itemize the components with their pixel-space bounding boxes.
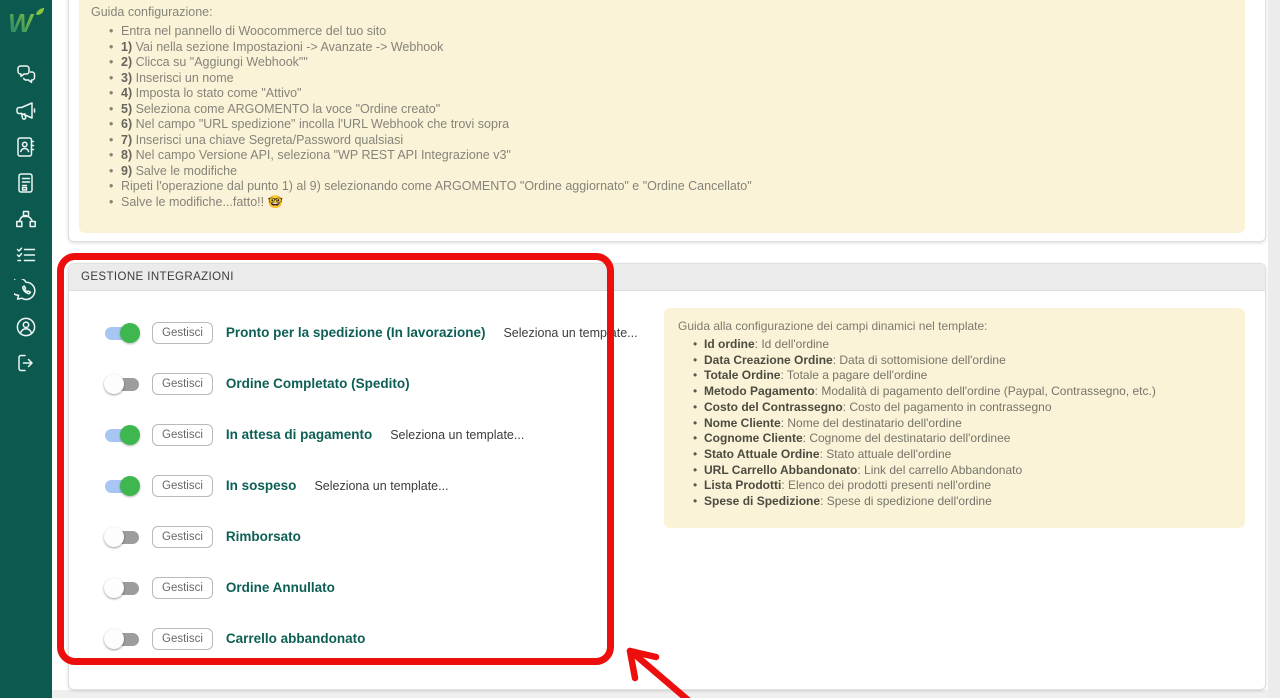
field-colon: : — [802, 431, 810, 446]
field-description: Spese di spedizione dell'ordine — [826, 494, 992, 509]
manage-button[interactable]: Gestisci — [152, 577, 213, 599]
template-field — [704, 337, 1231, 353]
integration-toggle[interactable] — [104, 629, 140, 649]
integration-toggle[interactable] — [104, 323, 140, 343]
toggle-thumb — [104, 629, 124, 649]
integration-row — [104, 562, 659, 613]
integration-toggle[interactable] — [104, 476, 140, 496]
contact-book-icon — [14, 135, 38, 159]
field-name: Cognome Cliente — [704, 431, 803, 446]
field-colon: : — [781, 478, 789, 493]
toggle-thumb — [104, 527, 124, 547]
guide-step-number: 5) — [121, 101, 136, 116]
manage-button[interactable]: Gestisci — [152, 526, 213, 548]
webhook-guide-card — [68, 0, 1266, 242]
guide-step — [121, 71, 1229, 87]
integration-rows — [104, 307, 659, 664]
sidebar-item-whatsapp[interactable] — [0, 273, 52, 309]
toggle-thumb — [120, 476, 140, 496]
template-field — [704, 431, 1231, 447]
document-icon — [14, 171, 38, 195]
field-colon: : — [814, 384, 822, 399]
integration-label: In attesa di pagamento — [225, 427, 373, 442]
template-select[interactable]: Seleziona un template... — [503, 325, 638, 340]
guide-step-number: 1) — [121, 39, 136, 54]
manage-button[interactable]: Gestisci — [152, 424, 213, 446]
field-name: Id ordine — [704, 337, 755, 351]
integration-toggle[interactable] — [104, 374, 140, 394]
account-circle-icon — [14, 315, 38, 339]
guide-step-number: 4) — [121, 86, 136, 100]
sidebar-item-chats[interactable] — [0, 57, 52, 93]
integration-label: Rimborsato — [225, 529, 301, 544]
guide-step — [121, 164, 1229, 180]
integration-label: In sospeso — [225, 478, 297, 493]
template-field — [704, 353, 1231, 369]
sidebar-item-broadcast[interactable] — [0, 93, 52, 129]
field-name: Stato Attuale Ordine — [704, 446, 820, 461]
manage-button[interactable]: Gestisci — [152, 322, 213, 344]
integration-label: Ordine Completato (Spedito) — [225, 376, 410, 391]
field-name: Costo del Contrassegno — [704, 399, 843, 414]
template-field — [704, 400, 1231, 416]
integration-row — [104, 613, 659, 664]
sidebar-item-contacts[interactable] — [0, 129, 52, 165]
field-name: Metodo Pagamento — [704, 384, 815, 399]
field-description: Elenco dei prodotti presenti nell'ordine — [788, 478, 992, 493]
guide-step-number: 6) — [121, 117, 136, 131]
logo-w-icon — [7, 6, 45, 40]
guide-step-text: Clicca su "Aggiungi Webhook"" — [135, 55, 308, 69]
svg-text:W: W — [8, 8, 33, 38]
integrations-section-header: GESTIONE INTEGRAZIONI — [69, 264, 1265, 291]
field-colon: : — [819, 446, 827, 461]
field-description: Id dell'ordine — [761, 337, 830, 351]
guide-step-text: Entra nel pannello di Woocommerce del tuo sito — [121, 24, 387, 38]
integration-toggle[interactable] — [104, 527, 140, 547]
template-field — [704, 384, 1231, 400]
guide-step — [121, 195, 1229, 211]
page-gutter — [1268, 0, 1280, 698]
guide-step-text: Inserisci un nome — [135, 70, 234, 85]
sidebar — [0, 0, 52, 698]
guide-step-number: 7) — [121, 132, 136, 147]
field-description: Data di sottomisione dell'ordine — [839, 352, 1006, 367]
field-description: Costo del pagamento in contrassegno — [849, 399, 1052, 414]
template-fields-guide-title: Guida alla configurazione dei campi dinamici nel template: — [678, 319, 988, 333]
logout-icon — [14, 351, 38, 375]
template-select[interactable]: Seleziona un template... — [390, 427, 525, 442]
field-description: Stato attuale dell'ordine — [826, 446, 952, 461]
integration-row — [104, 409, 659, 460]
template-fields-guide-panel — [664, 308, 1245, 528]
guide-step — [121, 102, 1229, 118]
field-colon: : — [780, 415, 788, 430]
whatsapp-icon — [14, 279, 38, 303]
guide-step — [121, 148, 1229, 164]
field-colon: : — [780, 368, 787, 383]
guide-step-text: Salve le modifiche...fatto!! 🤓 — [121, 194, 284, 209]
field-name: URL Carrello Abbandonato — [704, 462, 858, 477]
field-name: Spese di Spedizione — [704, 494, 821, 509]
guide-step-text: Ripeti l'operazione dal punto 1) al 9) selezionando come ARGOMENTO "Ordine aggiornato" e "Ordine Cancellato" — [121, 179, 752, 193]
template-field — [704, 416, 1231, 432]
guide-step-text: Imposta lo stato come "Attivo" — [135, 86, 302, 100]
field-description: Nome del destinatario dell'ordine — [787, 415, 962, 430]
webhook-guide-list — [91, 24, 1229, 210]
guide-step-text: Salve le modifiche — [135, 163, 238, 178]
guide-step-text: Inserisci una chiave Segreta/Password qualsiasi — [135, 132, 404, 147]
integration-label: Pronto per la spedizione (In lavorazione) — [225, 325, 486, 340]
template-field — [704, 463, 1231, 479]
guide-step — [121, 86, 1229, 102]
chat-bubbles-icon — [14, 63, 38, 87]
integrations-card — [68, 263, 1266, 690]
toggle-thumb — [120, 323, 140, 343]
guide-step-text: Nel campo "URL spedizione" incolla l'URL Webhook che trovi sopra — [135, 117, 510, 131]
field-description: Modalità di pagamento dell'ordine (Paypal, Contrassegno, etc.) — [821, 384, 1156, 399]
guide-step-text: Vai nella sezione Impostazioni -> Avanzate -> Webhook — [135, 39, 444, 54]
field-name: Totale Ordine — [704, 368, 781, 383]
checklist-icon — [14, 243, 38, 267]
guide-step-number: 3) — [121, 70, 136, 85]
toggle-thumb — [104, 374, 124, 394]
webhook-guide-panel — [79, 0, 1245, 233]
megaphone-icon — [14, 99, 38, 123]
guide-step — [121, 24, 1229, 40]
field-colon: : — [842, 399, 850, 414]
field-description: Cognome del destinatario dell'ordinee — [809, 431, 1011, 446]
guide-step — [121, 133, 1229, 149]
sidebar-item-tasks[interactable] — [0, 237, 52, 273]
field-colon: : — [754, 337, 762, 351]
integration-row — [104, 460, 659, 511]
guide-step — [121, 117, 1229, 133]
integration-toggle[interactable] — [104, 425, 140, 445]
template-field — [704, 447, 1231, 463]
manage-button[interactable]: Gestisci — [152, 475, 213, 497]
template-fields-guide-list — [678, 337, 1231, 510]
integration-toggle[interactable] — [104, 578, 140, 598]
field-description: Link del carrello Abbandonato — [864, 462, 1023, 477]
guide-step-number: 9) — [121, 163, 136, 178]
field-colon: : — [820, 494, 827, 509]
guide-step-text: Seleziona come ARGOMENTO la voce "Ordine creato" — [135, 101, 441, 116]
template-field — [704, 478, 1231, 494]
integration-label: Carrello abbandonato — [225, 631, 366, 646]
field-colon: : — [857, 462, 865, 477]
integration-row — [104, 358, 659, 409]
sidebar-item-integrations[interactable] — [0, 201, 52, 237]
manage-button[interactable]: Gestisci — [152, 628, 213, 650]
guide-step — [121, 40, 1229, 56]
manage-button[interactable]: Gestisci — [152, 373, 213, 395]
integration-row — [104, 307, 659, 358]
integration-row — [104, 511, 659, 562]
sidebar-item-account[interactable] — [0, 309, 52, 345]
app-logo[interactable] — [4, 3, 48, 43]
field-name: Data Creazione Ordine — [704, 352, 833, 367]
webhook-guide-title: Guida configurazione: — [91, 5, 213, 19]
template-field — [704, 368, 1231, 384]
toggle-thumb — [104, 578, 124, 598]
sidebar-item-templates[interactable] — [0, 165, 52, 201]
field-description: Totale a pagare dell'ordine — [786, 368, 928, 383]
sidebar-item-logout[interactable] — [0, 345, 52, 381]
network-nodes-icon — [14, 207, 38, 231]
field-name: Lista Prodotti — [704, 478, 782, 493]
guide-step-number: 8) — [121, 148, 136, 162]
guide-step-text: Nel campo Versione API, seleziona "WP REST API Integrazione v3" — [135, 148, 511, 162]
guide-step — [121, 179, 1229, 195]
guide-step-number: 2) — [121, 55, 136, 69]
guide-step — [121, 55, 1229, 71]
template-select[interactable]: Seleziona un template... — [314, 478, 449, 493]
template-field — [704, 494, 1231, 510]
field-colon: : — [832, 352, 840, 367]
field-name: Nome Cliente — [704, 415, 781, 430]
toggle-thumb — [120, 425, 140, 445]
integration-label: Ordine Annullato — [225, 580, 335, 595]
